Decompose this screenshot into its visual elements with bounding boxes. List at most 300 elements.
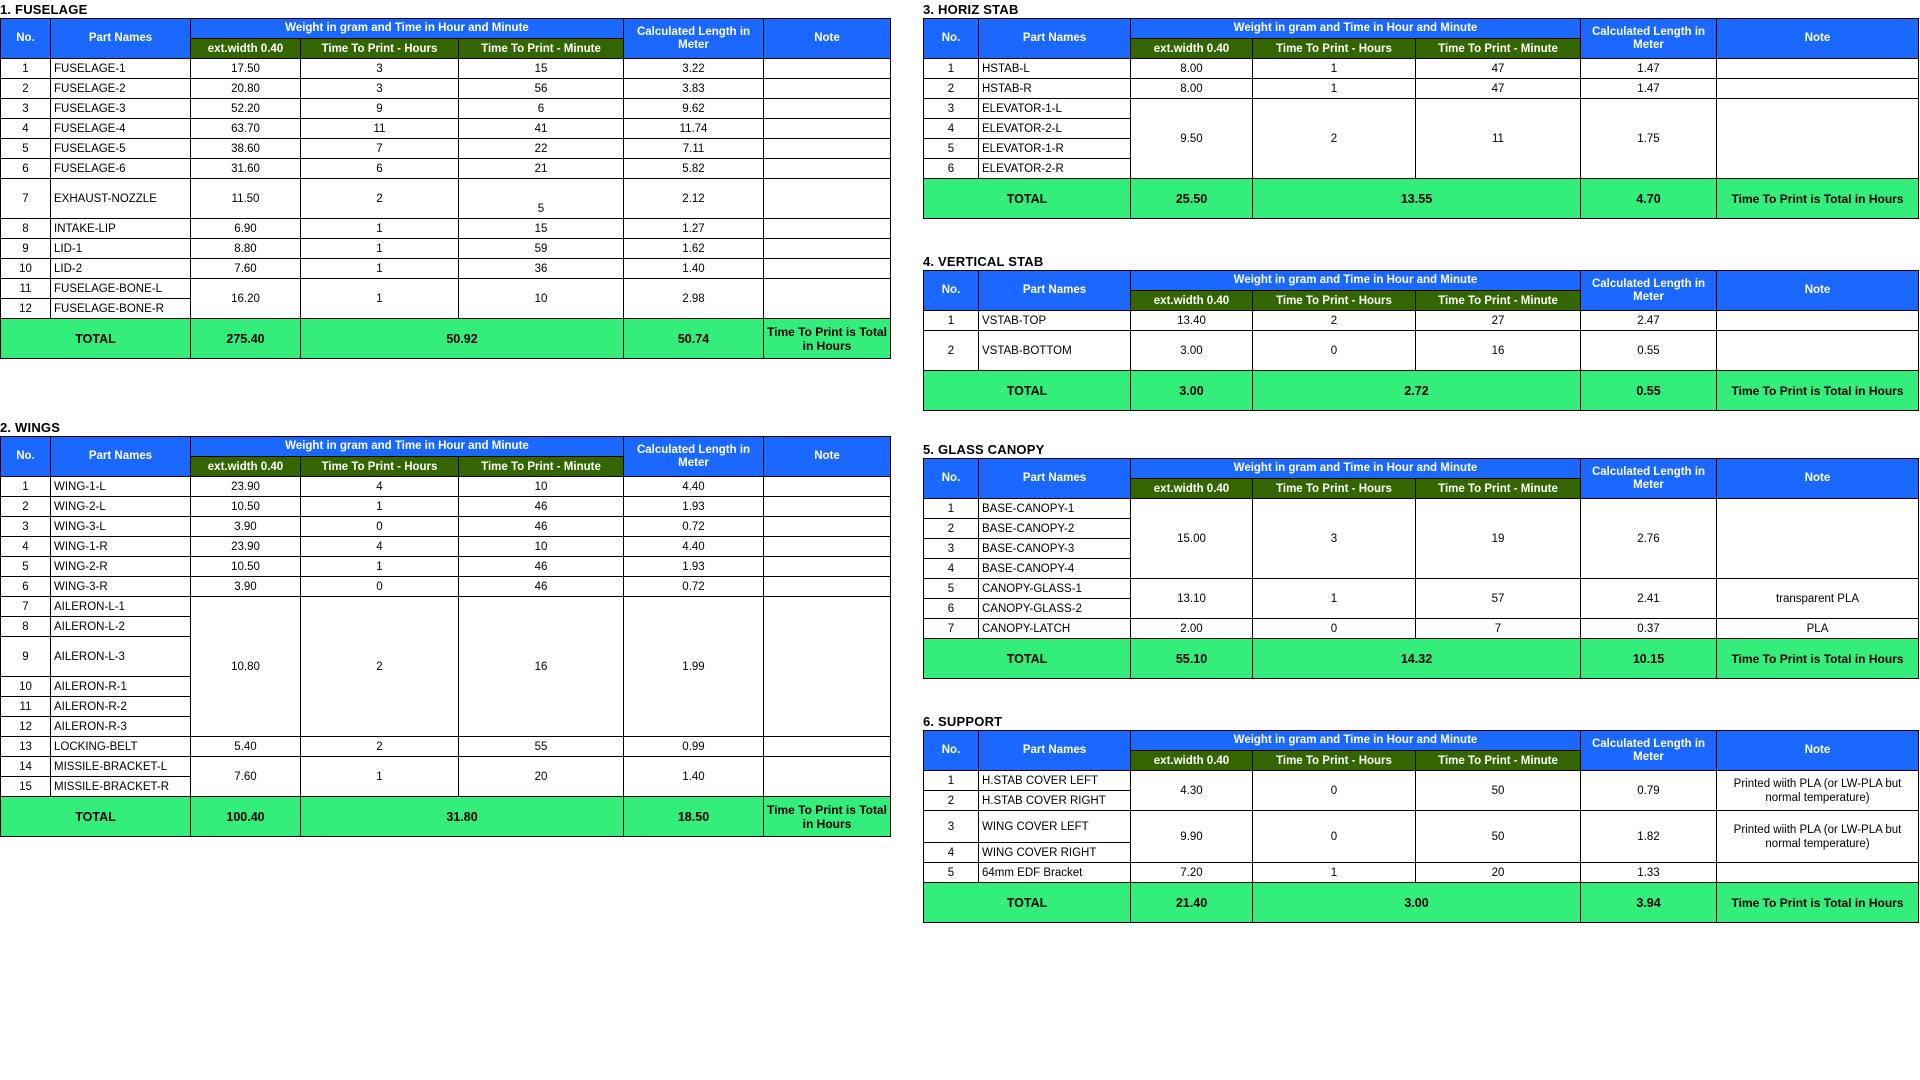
total-time: 14.32 (1253, 639, 1581, 679)
row-minutes: 11 (1416, 99, 1581, 179)
table-row (924, 499, 1919, 519)
row-note (764, 119, 891, 139)
row-hours: 1 (301, 757, 459, 797)
header-group: Weight in gram and Time in Hour and Minute (1131, 19, 1581, 39)
row-part-name: AILERON-L-2 (51, 617, 191, 637)
header-part-names: Part Names (51, 437, 191, 477)
total-row (924, 639, 1919, 679)
row-part-name: BASE-CANOPY-3 (979, 539, 1131, 559)
row-note (764, 597, 891, 737)
row-minutes: 46 (459, 577, 624, 597)
total-weight: 25.50 (1131, 179, 1253, 219)
header-note: Note (1717, 271, 1919, 311)
row-part-name: FUSELAGE-1 (51, 59, 191, 79)
row-note (1717, 99, 1919, 179)
total-length: 0.55 (1581, 371, 1717, 411)
row-part-name: WING-2-L (51, 497, 191, 517)
total-time: 50.92 (301, 319, 624, 359)
row-weight: 3.00 (1131, 331, 1253, 371)
row-part-name: FUSELAGE-2 (51, 79, 191, 99)
row-no: 6 (924, 159, 979, 179)
row-no: 5 (1, 557, 51, 577)
header-hours: Time To Print - Hours (301, 457, 459, 477)
row-minutes: 57 (1416, 579, 1581, 619)
total-length: 50.74 (624, 319, 764, 359)
row-weight: 7.60 (191, 259, 301, 279)
section-title: 2. WINGS (0, 420, 61, 435)
header-hours: Time To Print - Hours (301, 39, 459, 59)
row-part-name: WING-1-L (51, 477, 191, 497)
horiz-stab-table (923, 18, 1919, 219)
row-minutes: 15 (459, 59, 624, 79)
header-no: No. (1, 437, 51, 477)
table-row (1, 59, 891, 79)
table-row (1, 477, 891, 497)
row-no: 9 (1, 239, 51, 259)
table-row (924, 579, 1919, 599)
row-weight: 7.20 (1131, 863, 1253, 883)
row-weight: 15.00 (1131, 499, 1253, 579)
header-part-names: Part Names (979, 731, 1131, 771)
total-note: Time To Print is Total in Hours (1717, 179, 1919, 219)
header-minutes: Time To Print - Minute (459, 457, 624, 477)
header-length: Calculated Length in Meter (1581, 19, 1717, 59)
total-weight: 100.40 (191, 797, 301, 837)
row-no: 4 (924, 559, 979, 579)
row-length: 1.93 (624, 497, 764, 517)
row-weight: 8.00 (1131, 79, 1253, 99)
header-minutes: Time To Print - Minute (459, 39, 624, 59)
row-part-name: HSTAB-L (979, 59, 1131, 79)
header-minutes: Time To Print - Minute (1416, 291, 1581, 311)
row-minutes: 20 (459, 757, 624, 797)
row-hours: 1 (1253, 59, 1416, 79)
row-length: 7.11 (624, 139, 764, 159)
total-length: 3.94 (1581, 883, 1717, 923)
row-hours: 1 (301, 259, 459, 279)
row-weight: 10.50 (191, 557, 301, 577)
row-note (1717, 863, 1919, 883)
row-no: 5 (924, 139, 979, 159)
header-note: Note (1717, 459, 1919, 499)
row-weight: 23.90 (191, 477, 301, 497)
row-minutes: 36 (459, 259, 624, 279)
row-note (764, 219, 891, 239)
row-part-name: ELEVATOR-1-R (979, 139, 1131, 159)
header-hours: Time To Print - Hours (1253, 751, 1416, 771)
row-weight: 11.50 (191, 179, 301, 219)
row-part-name: AILERON-R-3 (51, 717, 191, 737)
row-no: 3 (924, 811, 979, 843)
row-minutes: 50 (1416, 811, 1581, 863)
row-minutes: 41 (459, 119, 624, 139)
row-length: 2.47 (1581, 311, 1717, 331)
header-part-names: Part Names (979, 19, 1131, 59)
row-weight: 6.90 (191, 219, 301, 239)
row-hours: 0 (1253, 771, 1416, 811)
row-no: 10 (1, 259, 51, 279)
row-note (1717, 79, 1919, 99)
header-group: Weight in gram and Time in Hour and Minute (1131, 271, 1581, 291)
section-title: 5. GLASS CANOPY (923, 442, 1045, 457)
row-length: 1.62 (624, 239, 764, 259)
header-length: Calculated Length in Meter (624, 437, 764, 477)
table-row (924, 59, 1919, 79)
section-horiz-stab (923, 2, 1919, 219)
row-note (1717, 331, 1919, 371)
row-hours: 3 (1253, 499, 1416, 579)
row-note (764, 517, 891, 537)
row-no: 5 (924, 863, 979, 883)
row-hours: 4 (301, 477, 459, 497)
row-minutes: 55 (459, 737, 624, 757)
total-row (1, 797, 891, 837)
row-length: 1.33 (1581, 863, 1717, 883)
row-note: Printed wiith PLA (or LW-PLA but normal temperature) (1717, 771, 1919, 811)
row-no: 14 (1, 757, 51, 777)
row-weight: 2.00 (1131, 619, 1253, 639)
row-length: 1.82 (1581, 811, 1717, 863)
row-part-name: H.STAB COVER RIGHT (979, 791, 1131, 811)
row-hours: 1 (301, 557, 459, 577)
row-weight: 52.20 (191, 99, 301, 119)
table-row (1, 99, 891, 119)
header-hours: Time To Print - Hours (1253, 479, 1416, 499)
row-no: 3 (1, 517, 51, 537)
row-minutes: 10 (459, 477, 624, 497)
row-hours: 11 (301, 119, 459, 139)
row-minutes: 20 (1416, 863, 1581, 883)
total-weight: 21.40 (1131, 883, 1253, 923)
row-length: 1.47 (1581, 59, 1717, 79)
row-no: 2 (1, 79, 51, 99)
row-note (764, 139, 891, 159)
row-note (1717, 59, 1919, 79)
row-part-name: MISSILE-BRACKET-R (51, 777, 191, 797)
table-row (1, 497, 891, 517)
row-part-name: VSTAB-BOTTOM (979, 331, 1131, 371)
row-length: 0.79 (1581, 771, 1717, 811)
section-title: 3. HORIZ STAB (923, 2, 1019, 17)
row-hours: 2 (301, 737, 459, 757)
total-row (924, 179, 1919, 219)
row-no: 2 (924, 331, 979, 371)
support-table (923, 730, 1919, 923)
header-hours: Time To Print - Hours (1253, 39, 1416, 59)
row-no: 6 (1, 159, 51, 179)
row-length: 5.82 (624, 159, 764, 179)
row-note (1717, 499, 1919, 579)
table-row (1, 79, 891, 99)
row-no: 1 (1, 477, 51, 497)
row-no: 12 (1, 299, 51, 319)
row-no: 11 (1, 697, 51, 717)
row-length: 1.27 (624, 219, 764, 239)
header-ext-width: ext.width 0.40 (1131, 39, 1253, 59)
section-wings (0, 420, 891, 837)
table-row (1, 597, 891, 617)
row-length: 0.72 (624, 517, 764, 537)
row-part-name: AILERON-L-3 (51, 637, 191, 677)
table-row (1, 139, 891, 159)
row-minutes: 16 (1416, 331, 1581, 371)
row-part-name: AILERON-R-2 (51, 697, 191, 717)
row-length: 2.12 (624, 179, 764, 219)
row-weight: 16.20 (191, 279, 301, 319)
row-weight: 13.10 (1131, 579, 1253, 619)
row-minutes: 22 (459, 139, 624, 159)
header-ext-width: ext.width 0.40 (1131, 751, 1253, 771)
row-no: 12 (1, 717, 51, 737)
header-part-names: Part Names (979, 271, 1131, 311)
row-no: 2 (924, 791, 979, 811)
row-hours: 0 (301, 517, 459, 537)
row-no: 6 (924, 599, 979, 619)
row-no: 1 (924, 311, 979, 331)
header-group: Weight in gram and Time in Hour and Minute (1131, 459, 1581, 479)
total-note: Time To Print is Total in Hours (764, 319, 891, 359)
header-note: Note (1717, 731, 1919, 771)
row-hours: 9 (301, 99, 459, 119)
row-part-name: VSTAB-TOP (979, 311, 1131, 331)
row-no: 9 (1, 637, 51, 677)
row-part-name: EXHAUST-NOZZLE (51, 179, 191, 219)
row-length: 2.98 (624, 279, 764, 319)
row-no: 3 (924, 539, 979, 559)
header-length: Calculated Length in Meter (1581, 459, 1717, 499)
row-hours: 0 (301, 577, 459, 597)
row-hours: 0 (1253, 331, 1416, 371)
row-no: 5 (1, 139, 51, 159)
row-length: 1.47 (1581, 79, 1717, 99)
total-note: Time To Print is Total in Hours (1717, 371, 1919, 411)
row-minutes: 7 (1416, 619, 1581, 639)
header-length: Calculated Length in Meter (624, 19, 764, 59)
table-row (924, 811, 1919, 843)
row-part-name: WING-3-L (51, 517, 191, 537)
row-part-name: BASE-CANOPY-1 (979, 499, 1131, 519)
row-note (764, 179, 891, 219)
row-weight: 10.50 (191, 497, 301, 517)
row-weight: 7.60 (191, 757, 301, 797)
row-no: 1 (924, 499, 979, 519)
row-note (764, 477, 891, 497)
row-no: 10 (1, 677, 51, 697)
row-hours: 3 (301, 59, 459, 79)
section-title: 1. FUSELAGE (0, 2, 88, 17)
row-weight: 23.90 (191, 537, 301, 557)
header-ext-width: ext.width 0.40 (1131, 291, 1253, 311)
header-ext-width: ext.width 0.40 (191, 39, 301, 59)
row-no: 4 (1, 537, 51, 557)
row-hours: 2 (301, 597, 459, 737)
vertical-stab-table (923, 270, 1919, 411)
total-time: 2.72 (1253, 371, 1581, 411)
section-vertical-stab (923, 254, 1919, 411)
row-part-name: HSTAB-R (979, 79, 1131, 99)
row-minutes: 5 (459, 179, 624, 219)
table-row (924, 99, 1919, 119)
row-hours: 2 (1253, 99, 1416, 179)
wings-table (0, 436, 891, 837)
row-note (764, 577, 891, 597)
row-part-name: FUSELAGE-4 (51, 119, 191, 139)
row-minutes: 16 (459, 597, 624, 737)
header-group: Weight in gram and Time in Hour and Minute (191, 19, 624, 39)
row-minutes: 15 (459, 219, 624, 239)
total-time: 31.80 (301, 797, 624, 837)
section-glass-canopy (923, 442, 1919, 679)
row-length: 4.40 (624, 537, 764, 557)
table-row (1, 577, 891, 597)
row-length: 3.83 (624, 79, 764, 99)
row-part-name: BASE-CANOPY-2 (979, 519, 1131, 539)
row-note (764, 59, 891, 79)
row-note: PLA (1717, 619, 1919, 639)
table-row (1, 259, 891, 279)
row-hours: 7 (301, 139, 459, 159)
row-no: 3 (924, 99, 979, 119)
row-hours: 1 (301, 239, 459, 259)
row-note (764, 259, 891, 279)
header-note: Note (764, 19, 891, 59)
fuselage-table (0, 18, 891, 359)
row-note (764, 99, 891, 119)
row-length: 11.74 (624, 119, 764, 139)
row-no: 1 (924, 59, 979, 79)
row-weight: 8.80 (191, 239, 301, 259)
row-minutes: 10 (459, 279, 624, 319)
row-no: 7 (1, 597, 51, 617)
row-no: 2 (924, 519, 979, 539)
row-weight: 31.60 (191, 159, 301, 179)
row-part-name: WING-1-R (51, 537, 191, 557)
row-part-name: MISSILE-BRACKET-L (51, 757, 191, 777)
total-row (1, 319, 891, 359)
table-row (1, 179, 891, 219)
header-hours: Time To Print - Hours (1253, 291, 1416, 311)
row-part-name: ELEVATOR-1-L (979, 99, 1131, 119)
row-minutes: 46 (459, 517, 624, 537)
row-minutes: 46 (459, 557, 624, 577)
table-row (1, 537, 891, 557)
section-support (923, 714, 1919, 923)
header-no: No. (1, 19, 51, 59)
row-no: 2 (924, 79, 979, 99)
table-row (1, 159, 891, 179)
row-length: 0.55 (1581, 331, 1717, 371)
row-minutes: 59 (459, 239, 624, 259)
row-note (764, 737, 891, 757)
row-part-name: LID-2 (51, 259, 191, 279)
row-note (764, 557, 891, 577)
row-weight: 3.90 (191, 577, 301, 597)
row-minutes: 6 (459, 99, 624, 119)
table-row (1, 737, 891, 757)
row-no: 4 (1, 119, 51, 139)
table-row (924, 771, 1919, 791)
row-hours: 0 (1253, 811, 1416, 863)
table-row (1, 517, 891, 537)
header-group: Weight in gram and Time in Hour and Minute (191, 437, 624, 457)
row-length: 0.99 (624, 737, 764, 757)
section-fuselage (0, 2, 891, 359)
row-part-name: ELEVATOR-2-L (979, 119, 1131, 139)
row-weight: 20.80 (191, 79, 301, 99)
row-part-name: FUSELAGE-3 (51, 99, 191, 119)
row-no: 13 (1, 737, 51, 757)
row-note (764, 537, 891, 557)
header-part-names: Part Names (979, 459, 1131, 499)
header-no: No. (924, 731, 979, 771)
row-hours: 0 (1253, 619, 1416, 639)
header-length: Calculated Length in Meter (1581, 731, 1717, 771)
row-hours: 1 (1253, 79, 1416, 99)
row-minutes: 47 (1416, 59, 1581, 79)
row-minutes: 56 (459, 79, 624, 99)
row-hours: 6 (301, 159, 459, 179)
row-note: transparent PLA (1717, 579, 1919, 619)
table-row (1, 279, 891, 299)
total-weight: 275.40 (191, 319, 301, 359)
row-weight: 13.40 (1131, 311, 1253, 331)
row-part-name: FUSELAGE-5 (51, 139, 191, 159)
row-weight: 4.30 (1131, 771, 1253, 811)
table-row (924, 863, 1919, 883)
row-part-name: CANOPY-GLASS-1 (979, 579, 1131, 599)
header-ext-width: ext.width 0.40 (191, 457, 301, 477)
row-length: 1.40 (624, 757, 764, 797)
total-note: Time To Print is Total in Hours (764, 797, 891, 837)
total-label: TOTAL (1, 319, 191, 359)
total-time: 3.00 (1253, 883, 1581, 923)
row-part-name: FUSELAGE-6 (51, 159, 191, 179)
table-row (1, 239, 891, 259)
row-no: 7 (1, 179, 51, 219)
row-hours: 2 (1253, 311, 1416, 331)
table-row (1, 119, 891, 139)
row-hours: 1 (1253, 863, 1416, 883)
row-part-name: LID-1 (51, 239, 191, 259)
table-row (924, 619, 1919, 639)
row-hours: 1 (301, 497, 459, 517)
section-title: 4. VERTICAL STAB (923, 254, 1044, 269)
row-no: 1 (924, 771, 979, 791)
table-row (1, 557, 891, 577)
row-length: 0.37 (1581, 619, 1717, 639)
row-note (764, 239, 891, 259)
header-ext-width: ext.width 0.40 (1131, 479, 1253, 499)
table-row (924, 79, 1919, 99)
row-length: 2.41 (1581, 579, 1717, 619)
row-weight: 63.70 (191, 119, 301, 139)
row-note (764, 79, 891, 99)
row-length: 2.76 (1581, 499, 1717, 579)
row-hours: 4 (301, 537, 459, 557)
row-no: 5 (924, 579, 979, 599)
row-part-name: AILERON-R-1 (51, 677, 191, 697)
header-note: Note (764, 437, 891, 477)
row-note: Printed wiith PLA (or LW-PLA but normal temperature) (1717, 811, 1919, 863)
row-part-name: WING COVER LEFT (979, 811, 1131, 843)
total-time: 13.55 (1253, 179, 1581, 219)
row-note (764, 279, 891, 319)
row-length: 1.75 (1581, 99, 1717, 179)
row-part-name: FUSELAGE-BONE-L (51, 279, 191, 299)
row-part-name: LOCKING-BELT (51, 737, 191, 757)
row-note (764, 757, 891, 797)
header-minutes: Time To Print - Minute (1416, 39, 1581, 59)
